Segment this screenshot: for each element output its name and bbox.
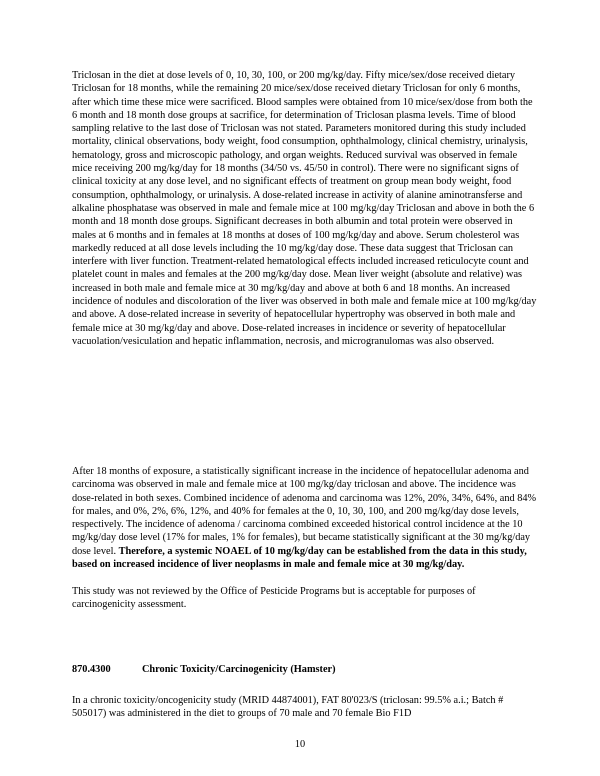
noael-conclusion: Therefore, a systemic NOAEL of 10 mg/kg/day can be established from the data in this study, based on increased incidence of liver neoplasms in male and female mice at 30 mg/kg/day. [72, 545, 527, 571]
section-title: Chronic Toxicity/Carcinogenicity (Hamster) [142, 664, 336, 675]
section-heading [72, 664, 336, 675]
paragraph-review-note: This study was not reviewed by the Office of Pesticide Programs but is acceptable for purposes of carcinogenicity assessment. [72, 586, 476, 611]
paragraph-hamster-study-intro: In a chronic toxicity/oncogenicity study (MRID 44874001), FAT 80'023/S (triclosan: 99.5% a.i.; Batch # 505017) was administered in the diet to groups of 70 male and 70 female Bio F1D [72, 695, 504, 720]
paragraph-carcinogenicity-results [72, 465, 537, 571]
section-number: 870.4300 [72, 664, 111, 675]
page-number: 10 [294, 739, 306, 750]
paragraph-mouse-study-methods: Triclosan in the diet at dose levels of 0, 10, 30, 100, or 200 mg/kg/day. Fifty mice/sex/dose received dietary Triclosan for 18 months, while the remaining 20 mice/sex/dose received dietary Triclosan for only 6 months, after which time these mice were sacrificed. Blood samples were obtained from 10 mice/sex/dose from both the 6 month and 18 month dose groups at sacrifice, for determination of Triclosan plasma levels. Time of blood sampling relative to the last dose of Triclosan was not stated. Parameters monitored during this study included mortality, clinical observations, body weight, food consumption, ophthalmology, clinical chemistry, urinalysis, hematology, gross and microscopic pathology, and organ weights. Reduced survival was observed in female mice receiving 200 mg/kg/day for 18 months (34/50 vs. 45/50 in control). There were no significant signs of clinical toxicity at any dose level, and no significant effects of treatment on group mean body weight, food consumption, ophthalmology, or urinalysis. A dose-related increase in activity of alanine aminotransferse and alkaline phosphatase was observed in male and female mice at 100 mg/kg/day Triclosan and above in both the 6 month and 18 month dose groups. Significant decreases in both albumin and total protein were observed in males at 6 months and in females at 18 months at doses of 100 mg/kg/day and above. Serum cholesterol was markedly reduced at all dose levels including the 10 mg/kg/day dose. These data suggest that Triclosan can interfere with liver function. Treatment-related hematological effects included increased reticulocyte count and platelet count in males and females at the 200 mg/kg/day dose. Mean liver weight (absolute and relative) was increased in both male and female mice at 30 mg/kg/day and above at both 6 and 18 months. An increased incidence of nodules and discoloration of the liver was observed in both male and female mice at 100 mg/kg/day and above. A dose-related increase in severity of hepatocellular hypertrophy was observed in both male and female mice at 30 mg/kg/day and above. Dose-related increases in incidence or severity of hepatocellular vacuolation/vesiculation and hepatic inflammation, necrosis, and microgranulomas was also observed. [72, 70, 537, 347]
results-text: After 18 months of exposure, a statistically significant increase in the incidence of hepatocellular adenoma and carcinoma was observed in male and female mice at 100 mg/kg/day triclosan and above. The incidence was dose-related in both sexes. Combined incidence of adenoma and carcinoma was 12%, 20%, 34%, 64%, and 84% for males, and 0%, 2%, 6%, 12%, and 40% for females at the 0, 10, 30, 100, and 200 mg/kg/day dose levels, respectively. The incidence of adenoma / carcinoma combined exceeded historical control incidence at the 10 mg/kg/day dose level (17% for males, 1% for females), but became statistically significant at the 30 mg/kg/day dose level. [72, 466, 537, 557]
